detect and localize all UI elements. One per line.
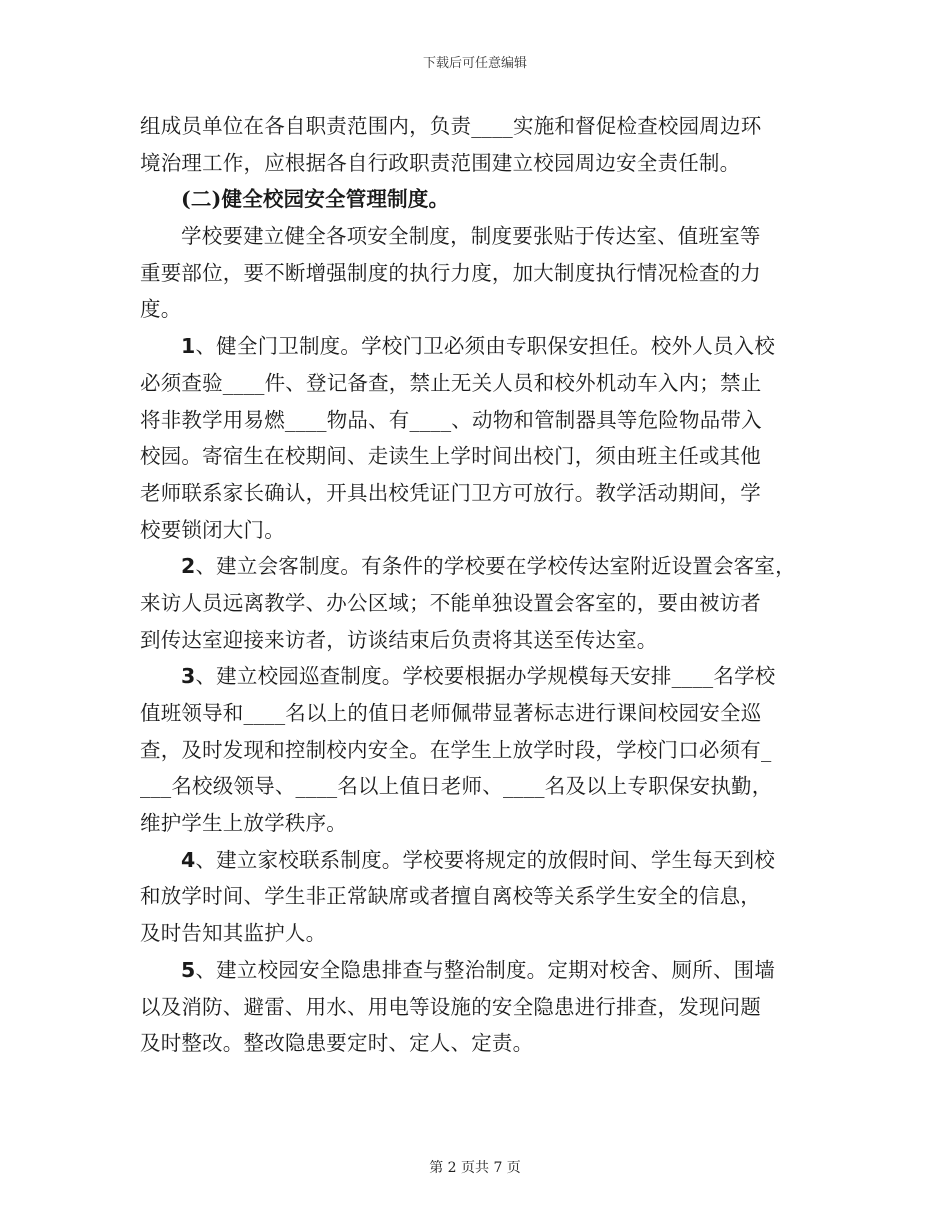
numbered-item-first-line bbox=[140, 842, 820, 879]
numbered-item-first-line bbox=[140, 658, 820, 695]
item-text: 、健全门卫制度。学校门卫必须由专职保安担任。校外人员入校 bbox=[195, 334, 776, 359]
text-line: 到传达室迎接来访者，访谈结束后负责将其送至传达室。 bbox=[140, 627, 658, 652]
text-line: 校园。寄宿生在校期间、走读生上学时间出校门，须由班主任或其他 bbox=[140, 444, 761, 469]
text-line: 来访人员远离教学、办公区域；不能单独设置会客室的，要由被访者 bbox=[140, 590, 761, 615]
text-line: 组成员单位在各自职责范围内，负责____实施和督促检查校园周边环 bbox=[140, 114, 762, 138]
text-line: 和放学时间、学生非正常缺席或者擅自离校等关系学生安全的信息， bbox=[140, 884, 761, 909]
section-heading: (二)健全校园安全管理制度。 bbox=[181, 187, 450, 212]
text-line: 必须查验____件、登记备查，禁止无关人员和校外机动车入内；禁止 bbox=[140, 370, 762, 395]
item-text: 、建立校园安全隐患排查与整治制度。定期对校舍、厕所、围墙 bbox=[195, 957, 776, 982]
text-line: 以及消防、避雷、用水、用电等设施的安全隐患进行排查，发现问题 bbox=[140, 994, 761, 1019]
text-line: 将非教学用易燃____物品、有____、动物和管制器具等危险物品带入 bbox=[140, 407, 762, 432]
item-number: 1 bbox=[181, 334, 196, 359]
item-text: 、建立校园巡查制度。学校要根据办学规模每天安排____名学校 bbox=[195, 664, 776, 689]
text-line: 校要锁闭大门。 bbox=[140, 517, 285, 542]
item-number: 3 bbox=[181, 664, 196, 689]
numbered-item-first-line bbox=[140, 548, 820, 585]
text-line: ___名校级领导、____名以上值日老师、____名及以上专职保安执勤， bbox=[140, 774, 773, 799]
document-body bbox=[140, 108, 820, 1062]
page-number-footer: 第 2 页共 7 页 bbox=[429, 1160, 521, 1176]
item-number: 4 bbox=[181, 847, 196, 872]
numbered-item-first-line bbox=[140, 328, 820, 365]
item-number: 2 bbox=[181, 554, 196, 579]
text-line: 值班领导和____名以上的值日老师佩带显著标志进行课间校园安全巡 bbox=[140, 701, 762, 725]
text-line: 度。 bbox=[140, 297, 182, 322]
item-number: 5 bbox=[181, 957, 196, 982]
paragraph-first-line: 学校要建立健全各项安全制度，制度要张贴于传达室、值班室等 bbox=[181, 224, 761, 249]
page-header-note: 下载后可任意编辑 bbox=[422, 56, 527, 71]
text-line: 及时告知其监护人。 bbox=[140, 921, 327, 946]
numbered-item-first-line bbox=[140, 952, 820, 989]
item-text: 、建立家校联系制度。学校要将规定的放假时间、学生每天到校 bbox=[195, 847, 776, 872]
text-line: 老师联系家长确认，开具出校凭证门卫方可放行。教学活动期间，学 bbox=[140, 480, 761, 505]
text-line: 及时整改。整改隐患要定时、定人、定责。 bbox=[140, 1031, 534, 1056]
text-line: 维护学生上放学秩序。 bbox=[140, 811, 347, 836]
text-line: 查，及时发现和控制校内安全。在学生上放学时段，学校门口必须有_ bbox=[140, 737, 772, 762]
text-line: 境治理工作，应根据各自行政职责范围建立校园周边安全责任制。 bbox=[140, 150, 741, 175]
item-text: 、建立会客制度。有条件的学校要在学校传达室附近设置会客室， bbox=[195, 554, 796, 579]
text-line: 重要部位，要不断增强制度的执行力度，加大制度执行情况检查的力 bbox=[140, 260, 761, 285]
